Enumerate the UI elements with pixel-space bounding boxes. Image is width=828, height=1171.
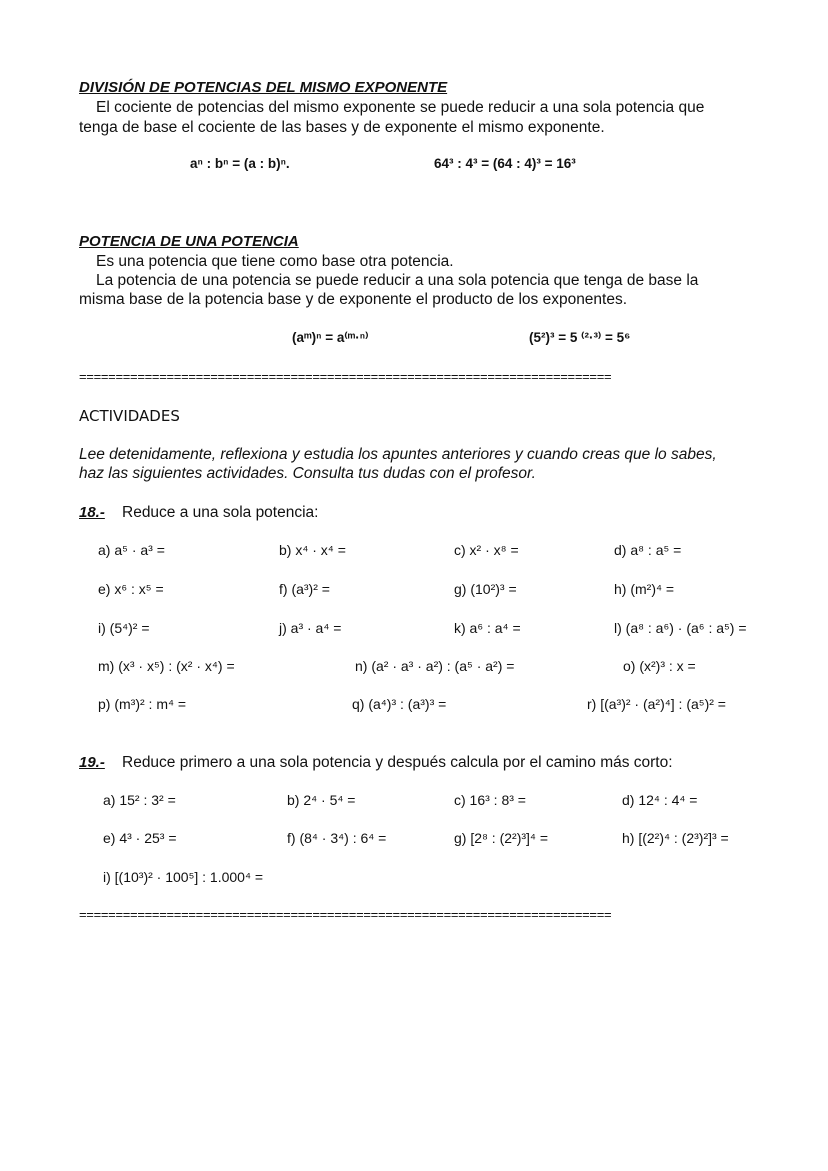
separator-top: ========================================================================= (79, 369, 612, 384)
separator-bottom: ========================================================================= (79, 907, 612, 922)
exercise-19a: a) 15² : 3² = (103, 792, 176, 808)
question-19-number: 19.- (79, 754, 105, 771)
exercise-18a: a) a⁵ · a³ = (98, 542, 165, 558)
exercise-18c: c) x² · x⁸ = (454, 542, 519, 558)
power-text-line1: Es una potencia que tiene como base otra potencia. (96, 253, 454, 270)
power-text-line2: La potencia de una potencia se puede reducir a una sola potencia que tenga de base la (96, 272, 699, 289)
exercise-19b: b) 2⁴ · 5⁴ = (287, 792, 356, 808)
question-18-number: 18.- (79, 504, 105, 521)
division-example: 64³ : 4³ = (64 : 4)³ = 16³ (434, 156, 576, 171)
division-formula: aⁿ : bⁿ = (a : b)ⁿ. (190, 156, 290, 171)
activities-intro-line2: haz las siguientes actividades. Consulta tus dudas con el profesor. (79, 465, 536, 482)
activities-intro-line1: Lee detenidamente, reflexiona y estudia los apuntes anteriores y cuando creas que lo sabes, (79, 446, 717, 463)
exercise-18h: h) (m²)⁴ = (614, 581, 675, 597)
exercise-19i: i) [(10³)² · 100⁵] : 1.000⁴ = (103, 869, 264, 885)
exercise-19f: f) (8⁴ · 3⁴) : 6⁴ = (287, 830, 387, 846)
exercise-18o: o) (x²)³ : x = (623, 658, 696, 674)
exercise-18k: k) a⁶ : a⁴ = (454, 620, 521, 636)
question-19-text: Reduce primero a una sola potencia y después calcula por el camino más corto: (122, 754, 673, 771)
exercise-18q: q) (a⁴)³ : (a³)³ = (352, 696, 447, 712)
exercise-18e: e) x⁶ : x⁵ = (98, 581, 164, 597)
exercise-18p: p) (m³)² : m⁴ = (98, 696, 187, 712)
activities-title: ACTIVIDADES (79, 407, 180, 425)
exercise-18l: l) (a⁸ : a⁶) · (a⁶ : a⁵) = (614, 620, 747, 636)
exercise-18m: m) (x³ · x⁵) : (x² · x⁴) = (98, 658, 235, 674)
power-text-line3: misma base de la potencia base y de exponente el producto de los exponentes. (79, 291, 628, 308)
exercise-18n: n) (a² · a³ · a²) : (a⁵ · a²) = (355, 658, 515, 674)
division-text-line1: El cociente de potencias del mismo exponente se puede reducir a una sola potencia que (96, 99, 705, 116)
exercise-18i: i) (5⁴)² = (98, 620, 150, 636)
exercise-19d: d) 12⁴ : 4⁴ = (622, 792, 698, 808)
division-text-line2: tenga de base el cociente de las bases y de exponente el mismo exponente. (79, 119, 605, 136)
exercise-19c: c) 16³ : 8³ = (454, 792, 526, 808)
exercise-18g: g) (10²)³ = (454, 581, 517, 597)
exercise-18d: d) a⁸ : a⁵ = (614, 542, 682, 558)
power-formula: (aᵐ)ⁿ = a⁽ᵐ·ⁿ⁾ (292, 330, 369, 345)
exercise-19e: e) 4³ · 25³ = (103, 830, 177, 846)
exercise-19h: h) [(2²)⁴ : (2³)²]³ = (622, 830, 729, 846)
exercise-19g: g) [2⁸ : (2²)³]⁴ = (454, 830, 548, 846)
exercise-18j: j) a³ · a⁴ = (279, 620, 342, 636)
exercise-18r: r) [(a³)² · (a²)⁴] : (a⁵)² = (587, 696, 726, 712)
question-18-text: Reduce a una sola potencia: (122, 504, 319, 521)
power-example: (5²)³ = 5 ⁽²·³⁾ = 5⁶ (529, 330, 631, 345)
exercise-18f: f) (a³)² = (279, 581, 330, 597)
section-title-power-of-power: POTENCIA DE UNA POTENCIA (79, 233, 299, 250)
section-title-division: DIVISIÓN DE POTENCIAS DEL MISMO EXPONENTE (79, 79, 448, 96)
exercise-18b: b) x⁴ · x⁴ = (279, 542, 346, 558)
